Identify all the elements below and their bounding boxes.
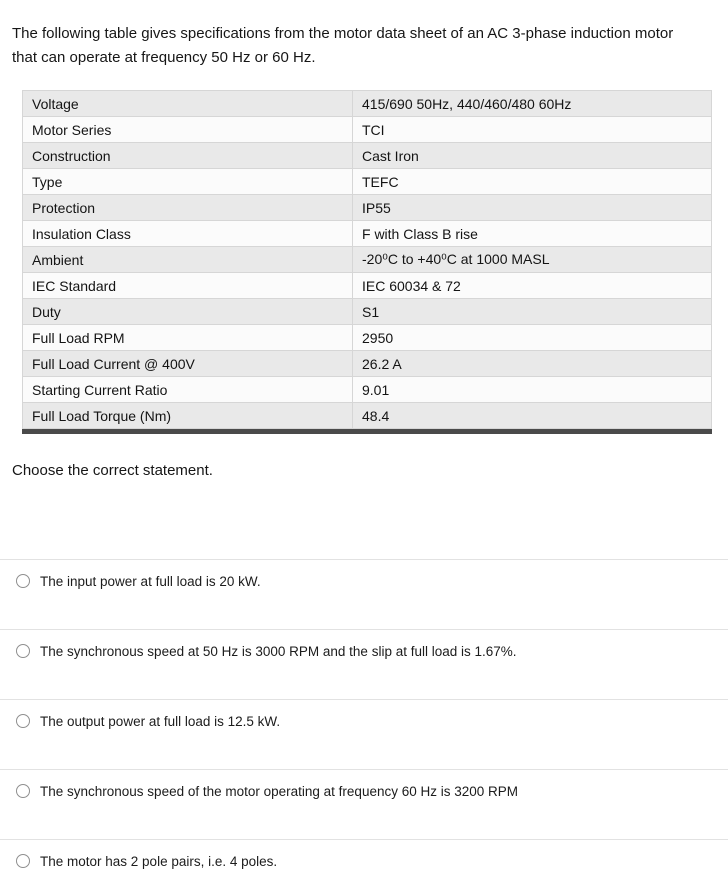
radio-button[interactable]: [16, 644, 30, 658]
spec-label: Full Load Torque (Nm): [23, 403, 353, 429]
option-label: The synchronous speed at 50 Hz is 3000 RPM and the slip at full load is 1.67%.: [40, 644, 517, 659]
table-row: [23, 299, 712, 325]
radio-button[interactable]: [16, 714, 30, 728]
answer-option-5[interactable]: [0, 839, 728, 896]
answer-option-2[interactable]: [0, 629, 728, 699]
option-label: The synchronous speed of the motor operating at frequency 60 Hz is 3200 RPM: [40, 784, 519, 799]
spec-value: -20⁰C to +40⁰C at 1000 MASL: [353, 247, 712, 273]
spec-label: Full Load RPM: [23, 325, 353, 351]
spec-table-container: [22, 90, 712, 434]
spec-label: Insulation Class: [23, 221, 353, 247]
answer-option-4[interactable]: [0, 769, 728, 839]
spec-value: Cast Iron: [353, 143, 712, 169]
spec-value: 26.2 A: [353, 351, 712, 377]
table-row: [23, 91, 712, 117]
table-row: [23, 377, 712, 403]
spec-value: IEC 60034 & 72: [353, 273, 712, 299]
table-row: [23, 351, 712, 377]
spec-label: Motor Series: [23, 117, 353, 143]
spec-value: 9.01: [353, 377, 712, 403]
table-row: [23, 221, 712, 247]
spec-label: Full Load Current @ 400V: [23, 351, 353, 377]
spec-value: F with Class B rise: [353, 221, 712, 247]
answer-option-1[interactable]: [0, 559, 728, 629]
answer-option-3[interactable]: [0, 699, 728, 769]
spec-label: Voltage: [23, 91, 353, 117]
table-row: [23, 273, 712, 299]
table-row: [23, 117, 712, 143]
option-label: The output power at full load is 12.5 kW.: [40, 714, 281, 729]
question-intro: The following table gives specifications from the motor data sheet of an AC 3-phase induction motor that can operate at frequency 50 Hz or 60 Hz.: [12, 25, 674, 66]
spec-value: TEFC: [353, 169, 712, 195]
spec-label: Starting Current Ratio: [23, 377, 353, 403]
spec-label: Ambient: [23, 247, 353, 273]
motor-spec-table: [22, 90, 712, 429]
spec-value: TCI: [353, 117, 712, 143]
spec-value: S1: [353, 299, 712, 325]
table-row: [23, 325, 712, 351]
table-row: [23, 169, 712, 195]
spec-value: IP55: [353, 195, 712, 221]
spec-value: 415/690 50Hz, 440/460/480 60Hz: [353, 91, 712, 117]
table-row: [23, 195, 712, 221]
spec-label: IEC Standard: [23, 273, 353, 299]
spec-value: 48.4: [353, 403, 712, 429]
spec-value: 2950: [353, 325, 712, 351]
table-row: [23, 247, 712, 273]
question-prompt: Choose the correct statement.: [12, 462, 213, 479]
radio-button[interactable]: [16, 784, 30, 798]
radio-button[interactable]: [16, 854, 30, 868]
option-label: The motor has 2 pole pairs, i.e. 4 poles.: [40, 854, 278, 869]
option-label: The input power at full load is 20 kW.: [40, 574, 261, 589]
spec-label: Duty: [23, 299, 353, 325]
spec-label: Type: [23, 169, 353, 195]
table-row: [23, 143, 712, 169]
table-row: [23, 403, 712, 429]
radio-button[interactable]: [16, 574, 30, 588]
answer-options: [0, 559, 728, 896]
spec-label: Protection: [23, 195, 353, 221]
spec-label: Construction: [23, 143, 353, 169]
